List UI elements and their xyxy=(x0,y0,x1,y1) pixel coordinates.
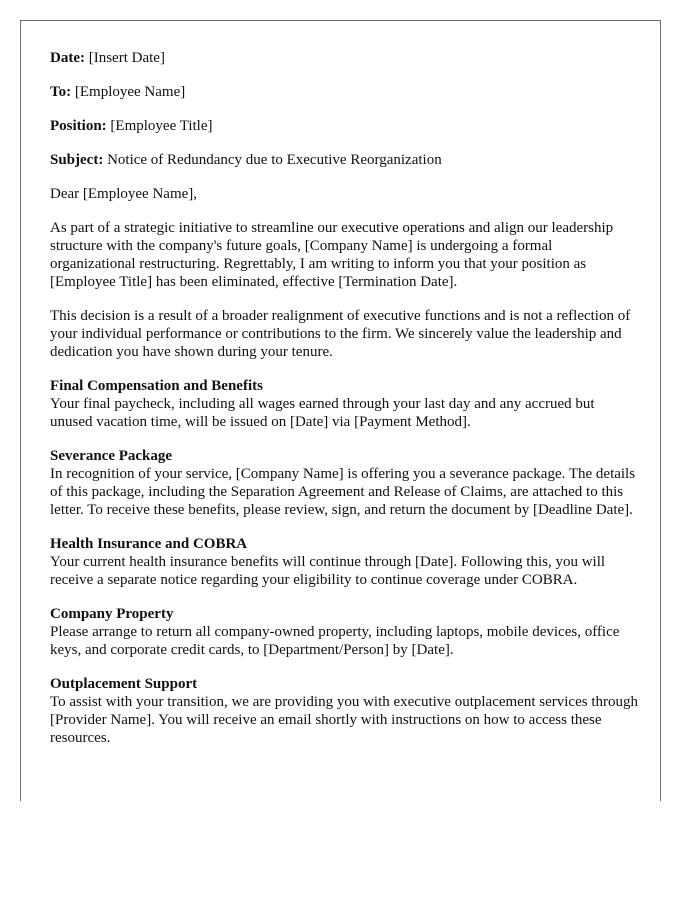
salutation: Dear [Employee Name], xyxy=(50,186,198,202)
date-field xyxy=(50,49,640,67)
to-value: [Employee Name] xyxy=(74,84,186,100)
to-field xyxy=(50,83,640,101)
section-company-property xyxy=(50,605,640,659)
section-heading: Company Property xyxy=(50,606,174,622)
section-heading: Outplacement Support xyxy=(50,676,198,692)
section-heading: Severance Package xyxy=(50,448,173,464)
section-heading: Health Insurance and COBRA xyxy=(50,536,248,552)
subject-label: Subject: xyxy=(50,152,104,168)
to-label: To: xyxy=(50,84,72,100)
subject-value: Notice of Redundancy due to Executive Reorganization xyxy=(107,152,442,168)
section-body: Please arrange to return all company-owned property, including laptops, mobile devices, office keys, and corporate credit cards, to [Department/Person] by [Date]. xyxy=(50,624,620,658)
letter-content xyxy=(50,49,640,763)
date-label: Date: xyxy=(50,50,85,66)
date-value: [Insert Date] xyxy=(88,50,165,66)
position-label: Position: xyxy=(50,118,107,134)
section-heading: Final Compensation and Benefits xyxy=(50,378,263,394)
intro-paragraph: As part of a strategic initiative to streamline our executive operations and align our leadership structure with the company's future goals, [Company Name] is undergoing a formal organizational restructuring. Regrettably, I am writing to inform you that your position as [Employee Title] has been eliminated, effective [Termination Date]. xyxy=(50,220,614,290)
section-outplacement-support xyxy=(50,675,640,747)
position-value: [Employee Title] xyxy=(110,118,213,134)
letter-page xyxy=(20,20,661,801)
section-body: Your final paycheck, including all wages earned through your last day and any accrued but unused vacation time, will be issued on [Date] via [Payment Method]. xyxy=(50,396,595,430)
section-health-insurance xyxy=(50,535,640,589)
section-severance-package xyxy=(50,447,640,519)
section-body: To assist with your transition, we are providing you with executive outplacement services through [Provider Name]. You will receive an email shortly with instructions on how to access these resources. xyxy=(50,694,638,746)
subject-field xyxy=(50,151,640,169)
decision-paragraph: This decision is a result of a broader realignment of executive functions and is not a reflection of your individual performance or contributions to the firm. We sincerely value the leadership and dedication you have shown during your tenure. xyxy=(50,308,631,360)
section-body: In recognition of your service, [Company Name] is offering you a severance package. The details of this package, including the Separation Agreement and Release of Claims, are attached to this letter. To receive these benefits, please review, sign, and return the document by [Deadline Date]. xyxy=(50,466,636,518)
section-final-compensation xyxy=(50,377,640,431)
position-field xyxy=(50,117,640,135)
section-body: Your current health insurance benefits will continue through [Date]. Following this, you will receive a separate notice regarding your eligibility to continue coverage under COBRA. xyxy=(50,554,606,588)
